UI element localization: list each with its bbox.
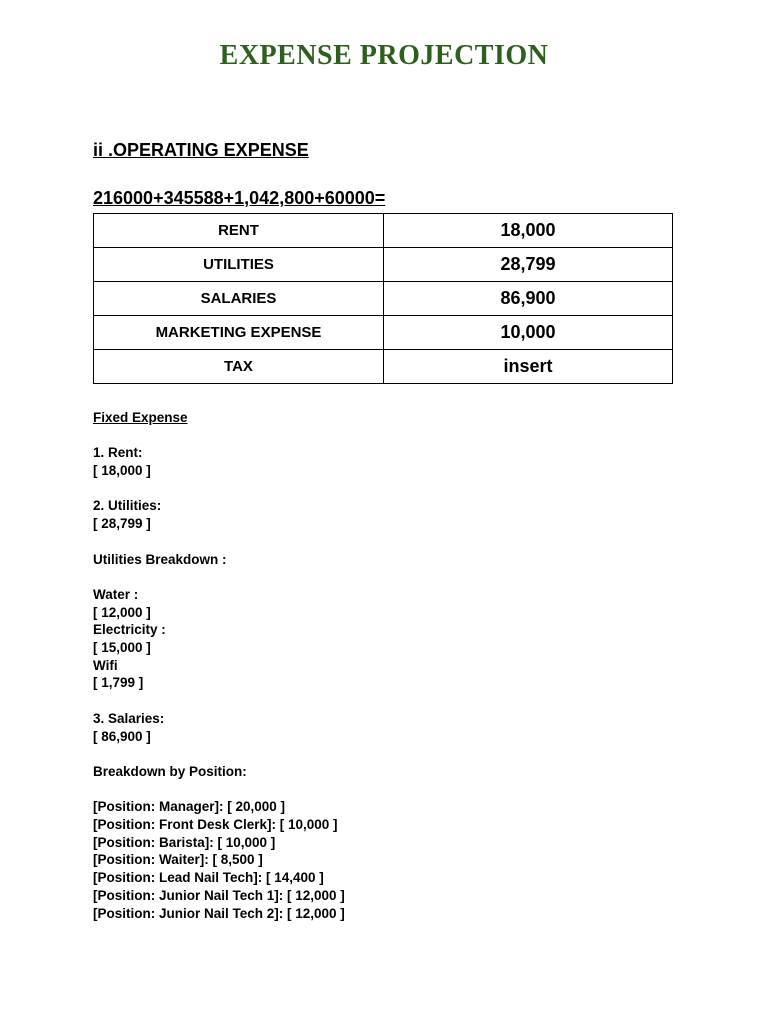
position-item: [Position: Junior Nail Tech 1]: [ 12,000 ]	[93, 887, 345, 903]
position-item: [Position: Barista]: [ 10,000 ]	[93, 834, 276, 850]
position-item: [Position: Manager]: [ 20,000 ]	[93, 799, 286, 815]
wifi-label: Wifi	[93, 657, 118, 673]
table-cell-label: MARKETING EXPENSE	[94, 316, 384, 350]
table-cell-label: TAX	[94, 350, 384, 384]
utilities-value: [ 28,799 ]	[93, 516, 151, 532]
table-row	[94, 282, 673, 316]
position-item: [Position: Junior Nail Tech 2]: [ 12,000 ]	[93, 905, 345, 921]
blank-line	[93, 568, 345, 586]
table-row	[94, 316, 673, 350]
position-breakdown-heading: Breakdown by Position:	[93, 763, 247, 779]
expense-formula: 216000+345588+1,042,800+60000=	[93, 188, 386, 208]
table-cell-label: UTILITIES	[94, 248, 384, 282]
table-cell-label: SALARIES	[94, 282, 384, 316]
electricity-value: [ 15,000 ]	[93, 640, 151, 656]
salaries-label: 3. Salaries:	[93, 710, 165, 726]
utilities-breakdown-heading: Utilities Breakdown :	[93, 551, 227, 567]
utilities-label: 2. Utilities:	[93, 498, 162, 514]
blank-line	[93, 480, 345, 498]
table-cell-value: insert	[384, 350, 673, 384]
salaries-value: [ 86,900 ]	[93, 728, 151, 744]
fixed-expense-heading: Fixed Expense	[93, 410, 188, 425]
table-cell-value: 18,000	[384, 214, 673, 248]
table-cell-value: 86,900	[384, 282, 673, 316]
blank-line	[93, 781, 345, 799]
blank-line	[93, 427, 345, 445]
page-title: EXPENSE PROJECTION	[219, 40, 549, 71]
table-cell-value: 28,799	[384, 248, 673, 282]
table-row	[94, 350, 673, 384]
blank-line	[93, 692, 345, 710]
position-item: [Position: Waiter]: [ 8,500 ]	[93, 852, 263, 868]
expense-details	[93, 409, 345, 922]
table-row	[94, 248, 673, 282]
blank-line	[93, 745, 345, 763]
water-label: Water :	[93, 586, 139, 602]
expense-table	[93, 213, 673, 384]
table-cell-label: RENT	[94, 214, 384, 248]
section-heading: ii .OPERATING EXPENSE	[93, 140, 309, 160]
table-row	[94, 214, 673, 248]
position-item: [Position: Lead Nail Tech]: [ 14,400 ]	[93, 870, 324, 886]
position-item: [Position: Front Desk Clerk]: [ 10,000 ]	[93, 817, 338, 833]
wifi-value: [ 1,799 ]	[93, 675, 144, 691]
rent-label: 1. Rent:	[93, 445, 143, 461]
water-value: [ 12,000 ]	[93, 604, 151, 620]
table-cell-value: 10,000	[384, 316, 673, 350]
rent-value: [ 18,000 ]	[93, 463, 151, 479]
electricity-label: Electricity :	[93, 622, 166, 638]
blank-line	[93, 533, 345, 551]
